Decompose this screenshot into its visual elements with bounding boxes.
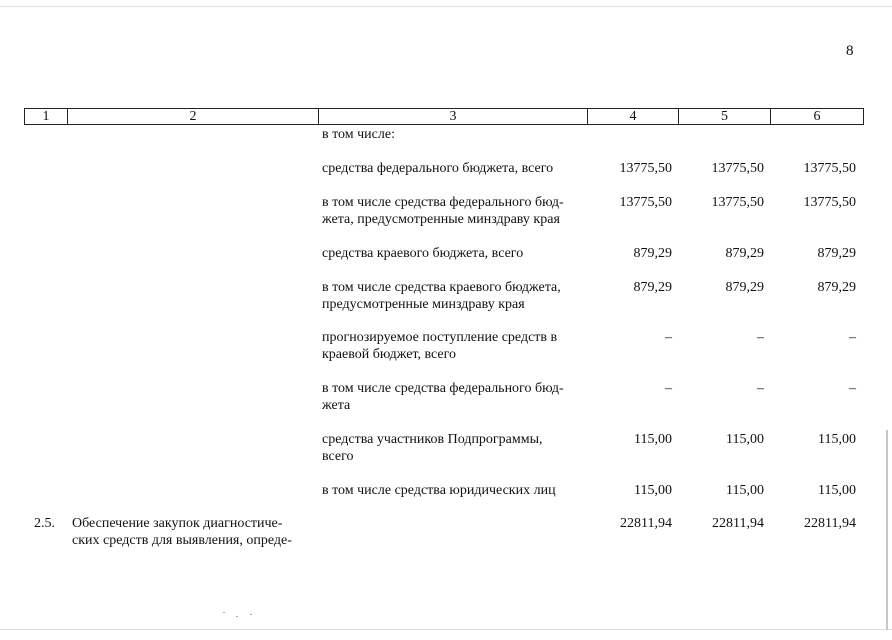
- row-value-col5: 879,29: [725, 280, 764, 295]
- row-label-line: жета: [322, 398, 351, 413]
- scan-speck: [223, 612, 225, 613]
- row-value-col4: 13775,50: [619, 195, 672, 210]
- item-title-line: ских средств для выявления, опреде-: [72, 533, 292, 548]
- row-value-col4: 115,00: [634, 432, 672, 447]
- row-label: [322, 160, 580, 177]
- item-title-line: Обеспечение закупок диагностиче-: [72, 516, 283, 531]
- row-value-col6: 115,00: [818, 483, 856, 498]
- row-label-line: средства участников Подпрограммы,: [322, 432, 543, 447]
- row-label-line: жета, предусмотренные минздраву края: [322, 212, 560, 227]
- row-value-col5: 13775,50: [711, 161, 764, 176]
- row-label: [322, 279, 580, 313]
- row-label-line: предусмотренные минздраву края: [322, 297, 525, 312]
- row-label-line: средства федерального бюджета, всего: [322, 161, 554, 176]
- header-col-5: 5: [679, 109, 771, 124]
- row-value-col5: 115,00: [726, 483, 764, 498]
- row-label: [322, 245, 580, 262]
- row-value-col6: 115,00: [818, 432, 856, 447]
- row-label-line: в том числе средства юридических лиц: [322, 483, 556, 498]
- row-label-line: прогнозируемое поступление средств в: [322, 330, 558, 345]
- row-value-col4: 115,00: [634, 483, 672, 498]
- header-col-6: 6: [813, 109, 821, 124]
- row-value-col4: –: [665, 381, 672, 396]
- row-value-col5: 115,00: [726, 432, 764, 447]
- row-value-col5: –: [757, 330, 764, 345]
- page-number: 8: [846, 43, 854, 59]
- row-value-col6: –: [849, 330, 856, 345]
- row-label: [322, 380, 580, 414]
- row-label-line: в том числе средства федерального бюд-: [322, 195, 564, 210]
- scan-speck: [236, 616, 238, 617]
- row-value-col4: 879,29: [633, 246, 672, 261]
- row-value-col5: 13775,50: [711, 195, 764, 210]
- item-value-col6: 22811,94: [804, 516, 856, 531]
- item-title: [72, 515, 312, 549]
- row-value-col6: –: [849, 381, 856, 396]
- row-label: [322, 482, 580, 499]
- scan-artifact-bottom: [0, 629, 892, 630]
- header-col-2: 2: [68, 109, 319, 124]
- header-col-1: 1: [25, 109, 68, 124]
- row-value-col6: 879,29: [817, 280, 856, 295]
- row-value-col6: 13775,50: [803, 195, 856, 210]
- header-col-4: 4: [588, 109, 679, 124]
- row-label: [322, 194, 580, 228]
- item-value-col5: 22811,94: [712, 516, 764, 531]
- scan-artifact-edge: [886, 430, 888, 630]
- row-label: [322, 329, 580, 363]
- row-label: [322, 431, 580, 465]
- intro-text: в том числе:: [322, 127, 395, 142]
- scan-speck: [250, 614, 252, 615]
- row-label-line: краевой бюджет, всего: [322, 347, 457, 362]
- row-value-col5: 879,29: [725, 246, 764, 261]
- scan-artifact-top: [0, 6, 892, 7]
- row-label-line: средства краевого бюджета, всего: [322, 246, 524, 261]
- item-value-col4: 22811,94: [620, 516, 672, 531]
- row-value-col6: 879,29: [817, 246, 856, 261]
- row-value-col4: 879,29: [633, 280, 672, 295]
- row-value-col4: –: [665, 330, 672, 345]
- row-label-line: в том числе средства федерального бюд-: [322, 381, 564, 396]
- table-header-row: [24, 108, 864, 125]
- header-col-3: 3: [319, 109, 588, 124]
- row-label-line: всего: [322, 449, 354, 464]
- row-value-col4: 13775,50: [619, 161, 672, 176]
- item-number: 2.5.: [34, 516, 55, 531]
- row-value-col6: 13775,50: [803, 161, 856, 176]
- row-label-line: в том числе средства краевого бюджета,: [322, 280, 561, 295]
- row-value-col5: –: [757, 381, 764, 396]
